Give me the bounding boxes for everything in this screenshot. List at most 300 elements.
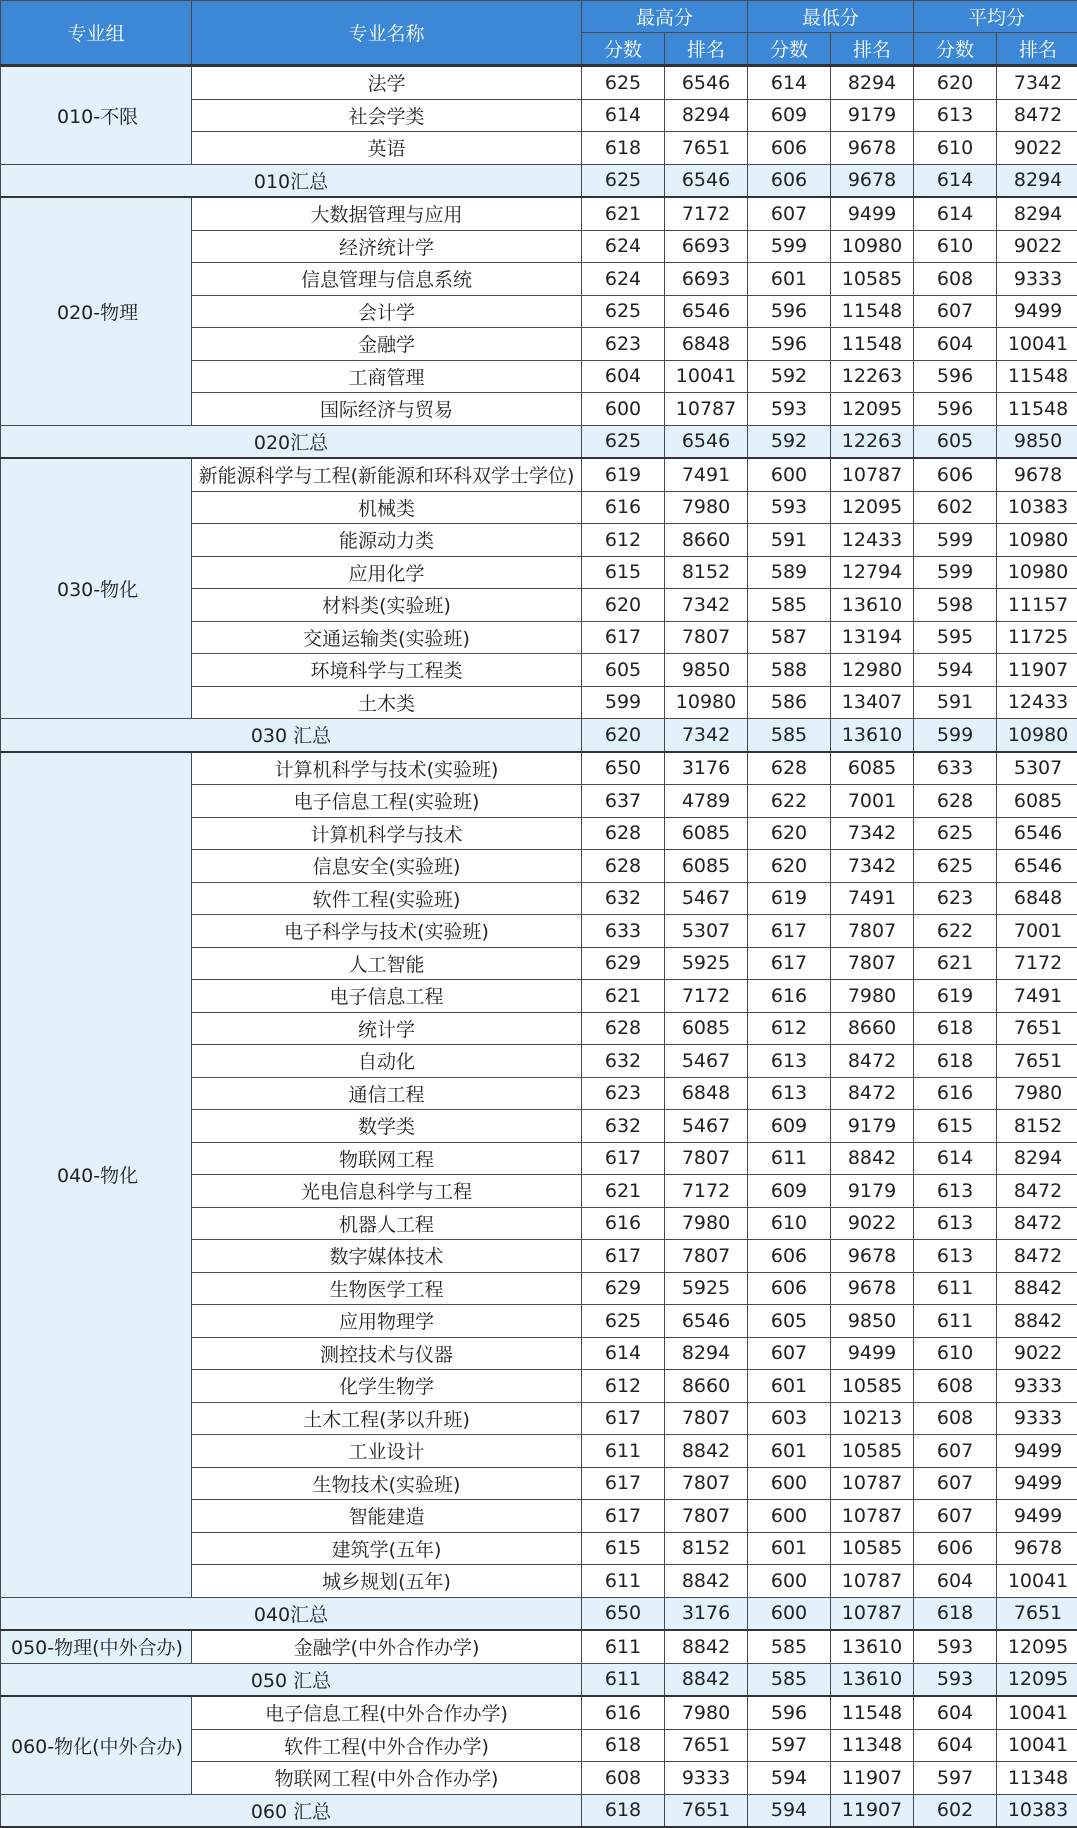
min-score-cell: 628 — [748, 752, 831, 785]
summary-label: 060 汇总 — [1, 1794, 582, 1827]
max-score-cell: 628 — [582, 850, 665, 883]
table-row — [1, 458, 1077, 491]
min-rank-cell: 13407 — [831, 686, 914, 719]
major-cell: 土木类 — [192, 686, 582, 719]
summary-max-score-cell: 625 — [582, 164, 665, 197]
max-rank-cell: 8842 — [665, 1565, 748, 1598]
max-rank-cell: 7172 — [665, 980, 748, 1013]
major-cell: 土木工程(茅以升班) — [192, 1402, 582, 1435]
summary-avg-score-cell: 614 — [914, 164, 997, 197]
avg-rank-cell: 9499 — [997, 295, 1077, 328]
max-score-cell: 604 — [582, 360, 665, 393]
avg-score-cell: 615 — [914, 1110, 997, 1143]
min-rank-cell: 12263 — [831, 360, 914, 393]
max-score-cell: 605 — [582, 654, 665, 687]
summary-max-rank-cell: 6546 — [665, 164, 748, 197]
max-rank-cell: 7807 — [665, 1240, 748, 1273]
avg-score-cell: 599 — [914, 556, 997, 589]
summary-avg-rank-cell: 12095 — [997, 1663, 1077, 1696]
max-score-cell: 618 — [582, 132, 665, 165]
min-rank-cell: 11907 — [831, 1762, 914, 1795]
avg-score-cell: 595 — [914, 621, 997, 654]
min-score-cell: 611 — [748, 1142, 831, 1175]
max-score-cell: 611 — [582, 1630, 665, 1663]
avg-rank-cell: 6085 — [997, 785, 1077, 818]
major-cell: 金融学(中外合作办学) — [192, 1630, 582, 1663]
min-rank-cell: 9499 — [831, 197, 914, 230]
min-score-cell: 586 — [748, 686, 831, 719]
group-cell: 020-物理 — [1, 197, 192, 425]
max-rank-cell: 6848 — [665, 1077, 748, 1110]
summary-max-score-cell: 625 — [582, 425, 665, 458]
avg-score-cell: 625 — [914, 817, 997, 850]
max-score-cell: 625 — [582, 1305, 665, 1338]
major-cell: 自动化 — [192, 1045, 582, 1078]
min-rank-cell: 10585 — [831, 1370, 914, 1403]
min-rank-cell: 10213 — [831, 1402, 914, 1435]
header-major: 专业名称 — [192, 1, 582, 66]
min-rank-cell: 7342 — [831, 817, 914, 850]
max-score-cell: 617 — [582, 1500, 665, 1533]
min-rank-cell: 8660 — [831, 1012, 914, 1045]
avg-score-cell: 608 — [914, 263, 997, 296]
max-score-cell: 616 — [582, 1207, 665, 1240]
max-rank-cell: 5467 — [665, 882, 748, 915]
avg-score-cell: 613 — [914, 1240, 997, 1273]
min-rank-cell: 10585 — [831, 263, 914, 296]
avg-score-cell: 633 — [914, 752, 997, 785]
min-score-cell: 620 — [748, 850, 831, 883]
max-rank-cell: 6848 — [665, 328, 748, 361]
major-cell: 能源动力类 — [192, 524, 582, 557]
min-score-cell: 609 — [748, 1110, 831, 1143]
max-rank-cell: 6085 — [665, 850, 748, 883]
major-cell: 环境科学与工程类 — [192, 654, 582, 687]
summary-max-score-cell: 620 — [582, 719, 665, 752]
header-group: 专业组 — [1, 1, 192, 66]
min-score-cell: 601 — [748, 1435, 831, 1468]
max-rank-cell: 7807 — [665, 1467, 748, 1500]
max-rank-cell: 5307 — [665, 915, 748, 948]
min-rank-cell: 10787 — [831, 1467, 914, 1500]
min-rank-cell: 7807 — [831, 947, 914, 980]
max-rank-cell: 5467 — [665, 1045, 748, 1078]
summary-max-score-cell: 611 — [582, 1663, 665, 1696]
major-cell: 电子信息工程(实验班) — [192, 785, 582, 818]
max-rank-cell: 8842 — [665, 1630, 748, 1663]
min-score-cell: 587 — [748, 621, 831, 654]
summary-row — [1, 1794, 1077, 1827]
avg-rank-cell: 9333 — [997, 1402, 1077, 1435]
max-rank-cell: 8294 — [665, 99, 748, 132]
major-cell: 数字媒体技术 — [192, 1240, 582, 1273]
min-rank-cell: 9022 — [831, 1207, 914, 1240]
max-score-cell: 611 — [582, 1435, 665, 1468]
min-rank-cell: 11548 — [831, 1696, 914, 1729]
min-score-cell: 593 — [748, 491, 831, 524]
major-cell: 应用化学 — [192, 556, 582, 589]
avg-score-cell: 602 — [914, 491, 997, 524]
min-rank-cell: 7491 — [831, 882, 914, 915]
min-score-cell: 594 — [748, 1762, 831, 1795]
avg-score-cell: 597 — [914, 1762, 997, 1795]
min-score-cell: 622 — [748, 785, 831, 818]
max-score-cell: 628 — [582, 1012, 665, 1045]
avg-rank-cell: 6546 — [997, 817, 1077, 850]
table-body — [1, 66, 1077, 1828]
summary-avg-rank-cell: 7651 — [997, 1597, 1077, 1630]
min-score-cell: 606 — [748, 1240, 831, 1273]
group-cell: 040-物化 — [1, 752, 192, 1598]
avg-rank-cell: 5307 — [997, 752, 1077, 785]
summary-avg-score-cell: 599 — [914, 719, 997, 752]
min-score-cell: 592 — [748, 360, 831, 393]
major-cell: 建筑学(五年) — [192, 1532, 582, 1565]
max-score-cell: 623 — [582, 1077, 665, 1110]
min-rank-cell: 8842 — [831, 1142, 914, 1175]
max-rank-cell: 7342 — [665, 589, 748, 622]
avg-rank-cell: 9333 — [997, 1370, 1077, 1403]
avg-score-cell: 606 — [914, 458, 997, 491]
max-rank-cell: 6546 — [665, 1305, 748, 1338]
summary-avg-score-cell: 593 — [914, 1663, 997, 1696]
min-rank-cell: 9179 — [831, 99, 914, 132]
avg-score-cell: 604 — [914, 1565, 997, 1598]
major-cell: 计算机科学与技术 — [192, 817, 582, 850]
min-rank-cell: 10787 — [831, 1500, 914, 1533]
avg-score-cell: 598 — [914, 589, 997, 622]
max-rank-cell: 5925 — [665, 947, 748, 980]
max-rank-cell: 8842 — [665, 1435, 748, 1468]
min-score-cell: 589 — [748, 556, 831, 589]
min-score-cell: 585 — [748, 589, 831, 622]
min-rank-cell: 12433 — [831, 524, 914, 557]
min-score-cell: 591 — [748, 524, 831, 557]
min-score-cell: 600 — [748, 1500, 831, 1533]
min-rank-cell: 8472 — [831, 1045, 914, 1078]
max-rank-cell: 6546 — [665, 295, 748, 328]
summary-min-score-cell: 592 — [748, 425, 831, 458]
max-score-cell: 611 — [582, 1565, 665, 1598]
min-score-cell: 600 — [748, 1467, 831, 1500]
max-score-cell: 633 — [582, 915, 665, 948]
table-row — [1, 752, 1077, 785]
max-score-cell: 617 — [582, 1240, 665, 1273]
major-cell: 机械类 — [192, 491, 582, 524]
min-score-cell: 607 — [748, 197, 831, 230]
min-score-cell: 617 — [748, 915, 831, 948]
avg-rank-cell: 8294 — [997, 197, 1077, 230]
summary-label: 040汇总 — [1, 1597, 582, 1630]
min-rank-cell: 9678 — [831, 1272, 914, 1305]
summary-avg-score-cell: 602 — [914, 1794, 997, 1827]
major-cell: 生物技术(实验班) — [192, 1467, 582, 1500]
max-score-cell: 600 — [582, 393, 665, 426]
major-cell: 物联网工程 — [192, 1142, 582, 1175]
avg-rank-cell: 7172 — [997, 947, 1077, 980]
max-score-cell: 612 — [582, 524, 665, 557]
major-cell: 统计学 — [192, 1012, 582, 1045]
max-rank-cell: 7980 — [665, 491, 748, 524]
max-rank-cell: 6085 — [665, 1012, 748, 1045]
max-score-cell: 623 — [582, 328, 665, 361]
header-min-rank: 排名 — [831, 33, 914, 66]
min-rank-cell: 7980 — [831, 980, 914, 1013]
major-cell: 信息安全(实验班) — [192, 850, 582, 883]
min-rank-cell: 12794 — [831, 556, 914, 589]
avg-rank-cell: 10383 — [997, 491, 1077, 524]
avg-rank-cell: 7651 — [997, 1045, 1077, 1078]
min-rank-cell: 11548 — [831, 328, 914, 361]
max-rank-cell: 9333 — [665, 1762, 748, 1795]
avg-rank-cell: 10041 — [997, 1696, 1077, 1729]
group-cell: 060-物化(中外合办) — [1, 1696, 192, 1794]
min-rank-cell: 12095 — [831, 491, 914, 524]
max-score-cell: 624 — [582, 230, 665, 263]
major-cell: 信息管理与信息系统 — [192, 263, 582, 296]
summary-max-rank-cell: 6546 — [665, 425, 748, 458]
avg-score-cell: 620 — [914, 66, 997, 100]
avg-rank-cell: 8472 — [997, 1175, 1077, 1208]
max-rank-cell: 7491 — [665, 458, 748, 491]
avg-score-cell: 608 — [914, 1370, 997, 1403]
min-rank-cell: 10787 — [831, 1565, 914, 1598]
major-cell: 经济统计学 — [192, 230, 582, 263]
max-rank-cell: 7172 — [665, 1175, 748, 1208]
min-rank-cell: 10585 — [831, 1532, 914, 1565]
avg-rank-cell: 6546 — [997, 850, 1077, 883]
min-score-cell: 596 — [748, 295, 831, 328]
header-max-score: 分数 — [582, 33, 665, 66]
summary-max-rank-cell: 8842 — [665, 1663, 748, 1696]
table-row — [1, 66, 1077, 100]
avg-score-cell: 596 — [914, 360, 997, 393]
avg-score-cell: 621 — [914, 947, 997, 980]
min-score-cell: 614 — [748, 66, 831, 100]
avg-score-cell: 604 — [914, 1696, 997, 1729]
max-score-cell: 629 — [582, 947, 665, 980]
max-score-cell: 632 — [582, 1045, 665, 1078]
avg-rank-cell: 9499 — [997, 1435, 1077, 1468]
major-cell: 物联网工程(中外合作办学) — [192, 1762, 582, 1795]
summary-min-rank-cell: 9678 — [831, 164, 914, 197]
min-rank-cell: 9499 — [831, 1337, 914, 1370]
max-rank-cell: 3176 — [665, 752, 748, 785]
summary-avg-rank-cell: 8294 — [997, 164, 1077, 197]
max-score-cell: 614 — [582, 1337, 665, 1370]
avg-rank-cell: 7491 — [997, 980, 1077, 1013]
summary-min-score-cell: 600 — [748, 1597, 831, 1630]
min-score-cell: 606 — [748, 132, 831, 165]
major-cell: 测控技术与仪器 — [192, 1337, 582, 1370]
avg-score-cell: 604 — [914, 1729, 997, 1762]
min-rank-cell: 9850 — [831, 1305, 914, 1338]
min-score-cell: 593 — [748, 393, 831, 426]
avg-rank-cell: 12095 — [997, 1630, 1077, 1663]
avg-score-cell: 607 — [914, 1435, 997, 1468]
min-rank-cell: 11548 — [831, 295, 914, 328]
max-rank-cell: 10041 — [665, 360, 748, 393]
avg-rank-cell: 10980 — [997, 524, 1077, 557]
min-rank-cell: 9179 — [831, 1110, 914, 1143]
min-rank-cell: 9678 — [831, 1240, 914, 1273]
summary-avg-rank-cell: 10980 — [997, 719, 1077, 752]
avg-score-cell: 608 — [914, 1402, 997, 1435]
avg-rank-cell: 11548 — [997, 393, 1077, 426]
min-score-cell: 613 — [748, 1045, 831, 1078]
max-score-cell: 621 — [582, 197, 665, 230]
summary-label: 050 汇总 — [1, 1663, 582, 1696]
avg-rank-cell: 8152 — [997, 1110, 1077, 1143]
major-cell: 化学生物学 — [192, 1370, 582, 1403]
max-score-cell: 632 — [582, 1110, 665, 1143]
avg-rank-cell: 6848 — [997, 882, 1077, 915]
min-rank-cell: 6085 — [831, 752, 914, 785]
summary-min-rank-cell: 10787 — [831, 1597, 914, 1630]
avg-score-cell: 599 — [914, 524, 997, 557]
avg-score-cell: 613 — [914, 1207, 997, 1240]
min-score-cell: 612 — [748, 1012, 831, 1045]
min-score-cell: 619 — [748, 882, 831, 915]
table-header — [1, 1, 1077, 66]
max-score-cell: 637 — [582, 785, 665, 818]
min-score-cell: 597 — [748, 1729, 831, 1762]
max-rank-cell: 8660 — [665, 1370, 748, 1403]
major-cell: 智能建造 — [192, 1500, 582, 1533]
major-cell: 金融学 — [192, 328, 582, 361]
max-rank-cell: 9850 — [665, 654, 748, 687]
avg-score-cell: 596 — [914, 393, 997, 426]
max-score-cell: 615 — [582, 556, 665, 589]
avg-score-cell: 607 — [914, 295, 997, 328]
max-score-cell: 624 — [582, 263, 665, 296]
avg-rank-cell: 12433 — [997, 686, 1077, 719]
avg-rank-cell: 10980 — [997, 556, 1077, 589]
max-rank-cell: 6693 — [665, 230, 748, 263]
max-rank-cell: 6693 — [665, 263, 748, 296]
major-cell: 机器人工程 — [192, 1207, 582, 1240]
min-rank-cell: 7807 — [831, 915, 914, 948]
avg-rank-cell: 8842 — [997, 1305, 1077, 1338]
avg-rank-cell: 7001 — [997, 915, 1077, 948]
max-score-cell: 618 — [582, 1729, 665, 1762]
major-cell: 电子信息工程(中外合作办学) — [192, 1696, 582, 1729]
max-score-cell: 616 — [582, 491, 665, 524]
min-score-cell: 596 — [748, 328, 831, 361]
min-score-cell: 600 — [748, 1565, 831, 1598]
avg-score-cell: 613 — [914, 1175, 997, 1208]
avg-rank-cell: 10041 — [997, 328, 1077, 361]
max-score-cell: 629 — [582, 1272, 665, 1305]
max-score-cell: 617 — [582, 621, 665, 654]
max-score-cell: 650 — [582, 752, 665, 785]
min-rank-cell: 8472 — [831, 1077, 914, 1110]
avg-score-cell: 619 — [914, 980, 997, 1013]
min-score-cell: 609 — [748, 99, 831, 132]
major-cell: 生物医学工程 — [192, 1272, 582, 1305]
min-score-cell: 620 — [748, 817, 831, 850]
major-cell: 应用物理学 — [192, 1305, 582, 1338]
max-score-cell: 612 — [582, 1370, 665, 1403]
max-score-cell: 608 — [582, 1762, 665, 1795]
avg-rank-cell: 9022 — [997, 1337, 1077, 1370]
major-cell: 软件工程(中外合作办学) — [192, 1729, 582, 1762]
header-avg-score: 分数 — [914, 33, 997, 66]
major-cell: 软件工程(实验班) — [192, 882, 582, 915]
max-rank-cell: 7980 — [665, 1207, 748, 1240]
min-score-cell: 601 — [748, 1532, 831, 1565]
min-score-cell: 599 — [748, 230, 831, 263]
avg-score-cell: 610 — [914, 132, 997, 165]
major-cell: 城乡规划(五年) — [192, 1565, 582, 1598]
table-row — [1, 1630, 1077, 1663]
header-min: 最低分 — [748, 1, 914, 33]
avg-score-cell: 623 — [914, 882, 997, 915]
group-cell: 030-物化 — [1, 458, 192, 719]
avg-rank-cell: 9678 — [997, 458, 1077, 491]
max-rank-cell: 7807 — [665, 1142, 748, 1175]
min-rank-cell: 7001 — [831, 785, 914, 818]
major-cell: 通信工程 — [192, 1077, 582, 1110]
min-rank-cell: 8294 — [831, 66, 914, 100]
max-score-cell: 620 — [582, 589, 665, 622]
avg-rank-cell: 8294 — [997, 1142, 1077, 1175]
header-max: 最高分 — [582, 1, 748, 33]
avg-score-cell: 607 — [914, 1467, 997, 1500]
major-cell: 社会学类 — [192, 99, 582, 132]
avg-rank-cell: 9499 — [997, 1500, 1077, 1533]
max-score-cell: 616 — [582, 1696, 665, 1729]
summary-avg-score-cell: 605 — [914, 425, 997, 458]
avg-score-cell: 591 — [914, 686, 997, 719]
max-score-cell: 632 — [582, 882, 665, 915]
major-cell: 工商管理 — [192, 360, 582, 393]
major-cell: 交通运输类(实验班) — [192, 621, 582, 654]
major-cell: 材料类(实验班) — [192, 589, 582, 622]
min-score-cell: 606 — [748, 1272, 831, 1305]
max-rank-cell: 7807 — [665, 1500, 748, 1533]
summary-row — [1, 1597, 1077, 1630]
min-score-cell: 617 — [748, 947, 831, 980]
major-cell: 数学类 — [192, 1110, 582, 1143]
summary-label: 010汇总 — [1, 164, 582, 197]
avg-rank-cell: 11157 — [997, 589, 1077, 622]
summary-avg-rank-cell: 9850 — [997, 425, 1077, 458]
major-cell: 大数据管理与应用 — [192, 197, 582, 230]
major-cell: 工业设计 — [192, 1435, 582, 1468]
max-rank-cell: 10980 — [665, 686, 748, 719]
max-score-cell: 617 — [582, 1402, 665, 1435]
summary-avg-rank-cell: 10383 — [997, 1794, 1077, 1827]
header-max-rank: 排名 — [665, 33, 748, 66]
summary-avg-score-cell: 618 — [914, 1597, 997, 1630]
major-cell: 新能源科学与工程(新能源和环科双学士学位) — [192, 458, 582, 491]
max-rank-cell: 8294 — [665, 1337, 748, 1370]
summary-max-rank-cell: 7651 — [665, 1794, 748, 1827]
summary-min-rank-cell: 11907 — [831, 1794, 914, 1827]
summary-row — [1, 1663, 1077, 1696]
summary-max-score-cell: 650 — [582, 1597, 665, 1630]
summary-label: 030 汇总 — [1, 719, 582, 752]
max-rank-cell: 8152 — [665, 1532, 748, 1565]
min-score-cell: 616 — [748, 980, 831, 1013]
avg-score-cell: 593 — [914, 1630, 997, 1663]
avg-rank-cell: 8472 — [997, 1207, 1077, 1240]
min-score-cell: 605 — [748, 1305, 831, 1338]
summary-min-rank-cell: 13610 — [831, 719, 914, 752]
avg-score-cell: 622 — [914, 915, 997, 948]
summary-row — [1, 719, 1077, 752]
